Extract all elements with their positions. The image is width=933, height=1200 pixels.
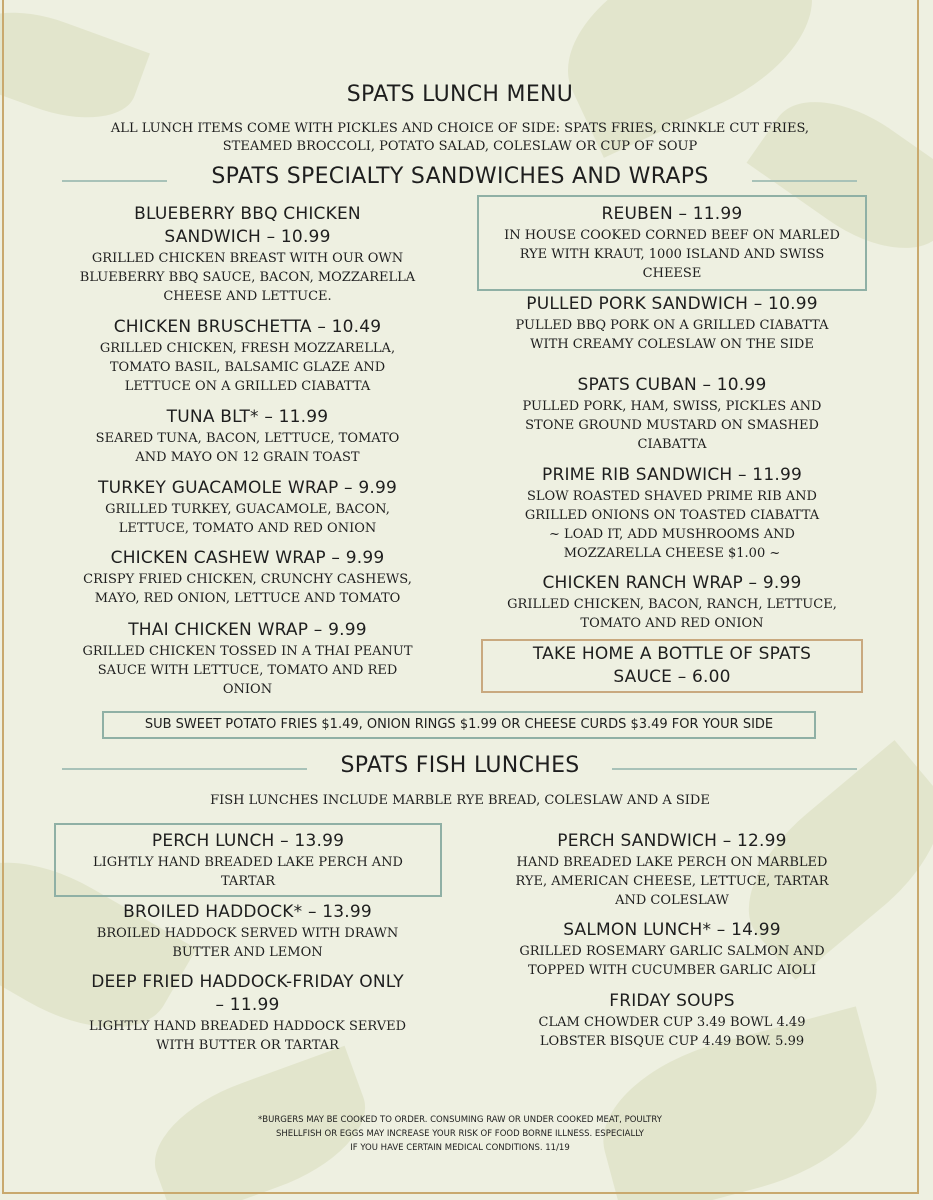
item-name: SPATS CUBAN – 10.99 — [577, 375, 767, 395]
fish-heading: SPATS FISH LUNCHES — [340, 753, 580, 778]
item-description: CLAM CHOWDER CUP 3.49 BOWL 4.49 — [538, 1015, 806, 1030]
menu-item — [467, 293, 877, 354]
item-name: PERCH LUNCH – 13.99 — [151, 831, 345, 851]
item-name: SANDWICH – 10.99 — [164, 227, 331, 247]
footer-disclaimer — [0, 1113, 920, 1155]
sauce-promo — [481, 643, 863, 689]
item-description: PULLED BBQ PORK ON A GRILLED CIABATTA — [515, 318, 829, 333]
item-description: AND MAYO ON 12 GRAIN TOAST — [135, 450, 360, 465]
item-description: IN HOUSE COOKED CORNED BEEF ON MARLED — [504, 228, 840, 243]
menu-item — [477, 203, 867, 283]
item-description: GRILLED TURKEY, GUACAMOLE, BACON, — [105, 502, 390, 517]
item-description: BROILED HADDOCK SERVED WITH DRAWN — [96, 926, 399, 941]
intro-line-1: ALL LUNCH ITEMS COME WITH PICKLES AND CHOICE OF SIDE: SPATS FRIES, CRINKLE CUT FRIES, — [110, 121, 810, 136]
item-description: GRILLED CHICKEN TOSSED IN A THAI PEANUT — [82, 644, 413, 659]
item-name: DEEP FRIED HADDOCK-FRIDAY ONLY — [91, 972, 404, 992]
menu-item — [467, 572, 877, 633]
menu-item — [40, 971, 455, 1055]
item-description: ONION — [222, 682, 273, 697]
item-name: SALMON LUNCH* – 14.99 — [563, 920, 781, 940]
menu-item — [54, 830, 442, 891]
item-description: LIGHTLY HAND BREADED LAKE PERCH AND — [92, 855, 403, 870]
footer-line: SHELLFISH OR EGGS MAY INCREASE YOUR RISK OF FOOD BORNE ILLNESS. ESPECIALLY — [276, 1129, 644, 1139]
menu-item — [40, 406, 455, 467]
item-description: RYE WITH KRAUT, 1000 ISLAND AND SWISS — [519, 247, 825, 262]
heading-rule-left — [62, 768, 307, 770]
heading-rule-right — [612, 768, 857, 770]
menu-item — [467, 990, 877, 1051]
item-name: TUNA BLT* – 11.99 — [166, 407, 329, 427]
item-name: CHICKEN CASHEW WRAP – 9.99 — [110, 548, 385, 568]
item-name: PRIME RIB SANDWICH – 11.99 — [542, 465, 802, 485]
footer-line: IF YOU HAVE CERTAIN MEDICAL CONDITIONS. 11/19 — [350, 1143, 570, 1153]
item-name: THAI CHICKEN WRAP – 9.99 — [128, 620, 367, 640]
item-description: CRISPY FRIED CHICKEN, CRUNCHY CASHEWS, — [83, 572, 412, 587]
item-name: FRIDAY SOUPS — [609, 991, 735, 1011]
item-description: RYE, AMERICAN CHEESE, LETTUCE, TARTAR — [515, 874, 829, 889]
item-name: CHICKEN RANCH WRAP – 9.99 — [542, 573, 802, 593]
item-name: – 11.99 — [215, 995, 280, 1015]
item-name: BROILED HADDOCK* – 13.99 — [123, 902, 372, 922]
menu-item — [467, 919, 877, 980]
sandwiches-heading: SPATS SPECIALTY SANDWICHES AND WRAPS — [211, 164, 709, 189]
item-description: CHEESE — [642, 266, 702, 281]
item-description: GRILLED CHICKEN, FRESH MOZZARELLA, — [99, 341, 396, 356]
item-description: PULLED PORK, HAM, SWISS, PICKLES AND — [522, 399, 822, 414]
item-description: SLOW ROASTED SHAVED PRIME RIB AND — [527, 489, 817, 504]
menu-item — [467, 830, 877, 910]
menu-item — [40, 619, 455, 699]
item-description: CIABATTA — [637, 437, 707, 452]
menu-title: SPATS LUNCH MENU — [346, 82, 574, 107]
fish-intro: FISH LUNCHES INCLUDE MARBLE RYE BREAD, COLESLAW AND A SIDE — [210, 793, 710, 808]
menu-item — [467, 374, 877, 454]
item-description: SEARED TUNA, BACON, LETTUCE, TOMATO — [95, 431, 400, 446]
item-name: PULLED PORK SANDWICH – 10.99 — [526, 294, 818, 314]
item-description: LOBSTER BISQUE CUP 4.49 BOW. 5.99 — [539, 1034, 805, 1049]
item-description: CHEESE AND LETTUCE. — [163, 289, 332, 304]
heading-rule-left — [62, 180, 167, 182]
sauce-line: SAUCE – 6.00 — [613, 667, 731, 687]
item-description: WITH CREAMY COLESLAW ON THE SIDE — [530, 337, 814, 352]
item-description: MOZZARELLA CHEESE $1.00 ~ — [563, 546, 781, 561]
item-description: AND COLESLAW — [615, 893, 729, 908]
item-description: STONE GROUND MUSTARD ON SMASHED — [525, 418, 819, 433]
item-name: PERCH SANDWICH – 12.99 — [557, 831, 787, 851]
item-name: REUBEN – 11.99 — [601, 204, 743, 224]
item-description: LETTUCE ON A GRILLED CIABATTA — [124, 379, 371, 394]
menu-item — [40, 547, 455, 608]
item-description: TOMATO BASIL, BALSAMIC GLAZE AND — [109, 360, 386, 375]
item-description: ~ LOAD IT, ADD MUSHROOMS AND — [549, 527, 795, 542]
item-description: TOPPED WITH CUCUMBER GARLIC AIOLI — [528, 963, 816, 978]
item-description: LIGHTLY HAND BREADED HADDOCK SERVED — [88, 1019, 407, 1034]
item-name: TURKEY GUACAMOLE WRAP – 9.99 — [98, 478, 397, 498]
item-description: GRILLED CHICKEN BREAST WITH OUR OWN — [91, 251, 404, 266]
item-name: BLUEBERRY BBQ CHICKEN — [134, 204, 361, 224]
menu-item — [40, 203, 455, 306]
item-description: GRILLED ROSEMARY GARLIC SALMON AND — [519, 944, 825, 959]
item-description: LETTUCE, TOMATO AND RED ONION — [118, 521, 377, 536]
heading-rule-right — [752, 180, 857, 182]
item-description: MAYO, RED ONION, LETTUCE AND TOMATO — [94, 591, 401, 606]
intro-line-2: STEAMED BROCCOLI, POTATO SALAD, COLESLAW OR CUP OF SOUP — [222, 139, 698, 154]
footer-line: *BURGERS MAY BE COOKED TO ORDER. CONSUMING RAW OR UNDER COOKED MEAT, POULTRY — [258, 1115, 662, 1125]
item-description: BUTTER AND LEMON — [172, 945, 323, 960]
item-name: CHICKEN BRUSCHETTA – 10.49 — [113, 317, 382, 337]
item-description: TARTAR — [220, 874, 276, 889]
menu-item — [40, 901, 455, 962]
sauce-line: TAKE HOME A BOTTLE OF SPATS — [532, 644, 812, 664]
menu-item — [467, 464, 877, 563]
item-description: BLUEBERRY BBQ SAUCE, BACON, MOZZARELLA — [79, 270, 416, 285]
menu-item — [40, 477, 455, 538]
item-description: SAUCE WITH LETTUCE, TOMATO AND RED — [97, 663, 398, 678]
item-description: GRILLED CHICKEN, BACON, RANCH, LETTUCE, — [507, 597, 837, 612]
sub-sides-text: SUB SWEET POTATO FRIES $1.49, ONION RINGS $1.99 OR CHEESE CURDS $3.49 FOR YOUR SIDE — [144, 717, 774, 732]
item-description: GRILLED ONIONS ON TOASTED CIABATTA — [524, 508, 820, 523]
item-description: WITH BUTTER OR TARTAR — [156, 1038, 339, 1053]
item-description: HAND BREADED LAKE PERCH ON MARBLED — [516, 855, 828, 870]
item-description: TOMATO AND RED ONION — [580, 616, 764, 631]
menu-item — [40, 316, 455, 396]
